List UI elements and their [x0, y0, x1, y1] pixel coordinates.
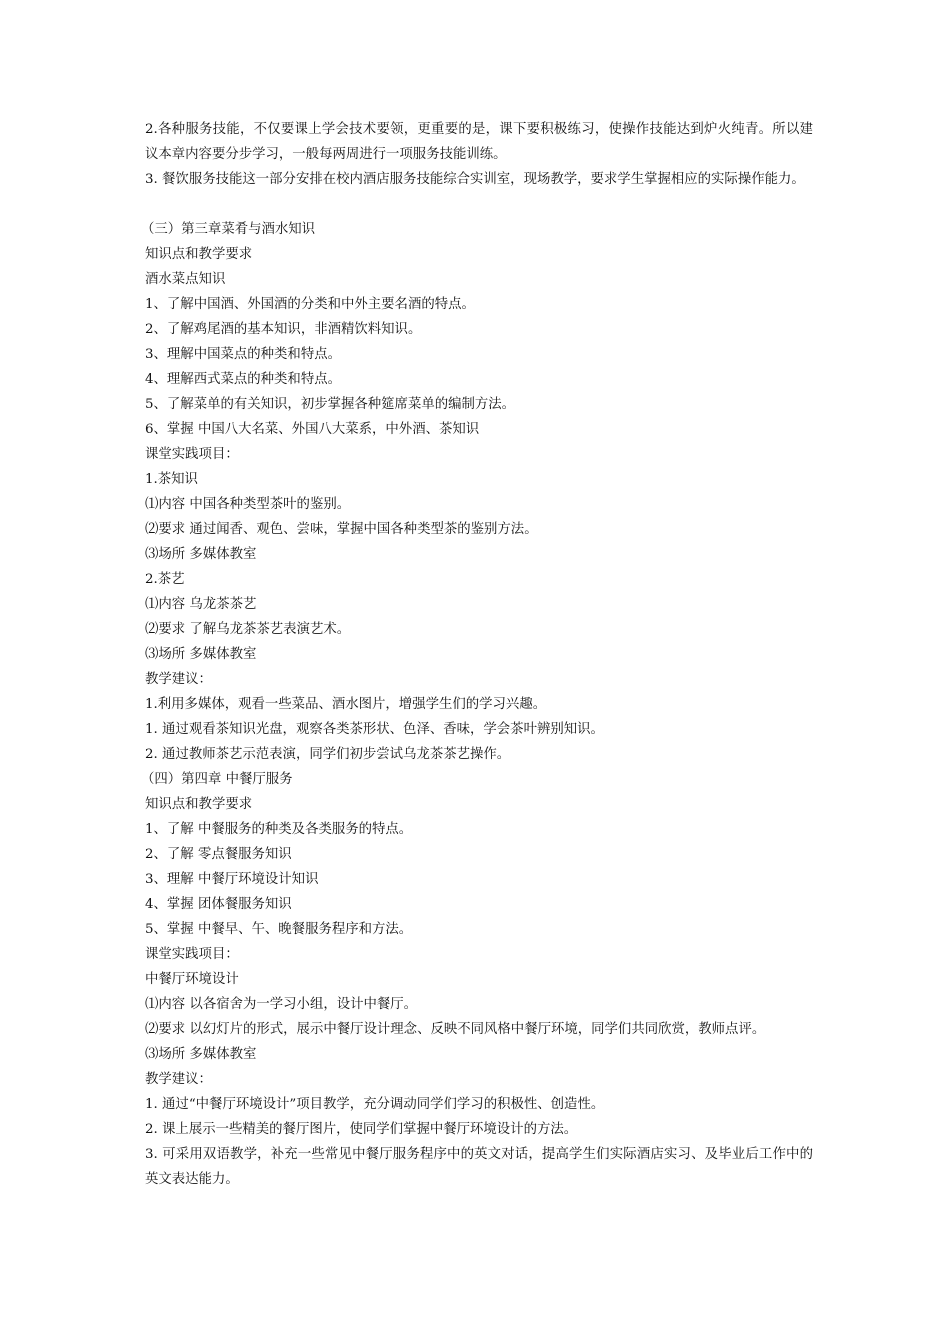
- paragraph-spacer: [145, 192, 813, 217]
- chapter3-practice-2: ⑴内容 中国各种类型茶叶的鉴别。: [145, 497, 351, 512]
- intro-paragraph-2: 2.各种服务技能，不仅要课上学会技术要领，更重要的是，课下要积极练习，使操作技能达到炉火纯青。所以建议本章内容要分步学习，一般每两周进行一项服务技能训练。: [145, 122, 813, 162]
- chapter3-knowledge-heading: 知识点和教学要求: [145, 247, 253, 262]
- chapter4-suggest-heading: 教学建议：: [145, 1072, 212, 1087]
- chapter4-requirement-5: 5、掌握 中餐早、午、晚餐服务程序和方法。: [145, 922, 413, 937]
- chapter3-requirement-2: 2、了解鸡尾酒的基本知识，非酒精饮料知识。: [145, 322, 422, 337]
- chapter4-suggestion-2: 2. 课上展示一些精美的餐厅图片，使同学们掌握中餐厅环境设计的方法。: [145, 1122, 578, 1137]
- chapter3-suggest-heading: 教学建议：: [145, 672, 212, 687]
- intro-paragraph-3: 3. 餐饮服务技能这一部分安排在校内酒店服务技能综合实训室，现场教学，要求学生掌握相应的实际操作能力。: [145, 172, 805, 187]
- chapter4-practice-heading: 课堂实践项目：: [145, 947, 239, 962]
- chapter3-suggestion-3: 2. 通过教师茶艺示范表演，同学们初步尝试乌龙茶茶艺操作。: [145, 747, 511, 762]
- chapter4-practice-4: ⑶场所 多媒体教室: [145, 1047, 257, 1062]
- chapter3-requirement-6: 6、掌握 中国八大名菜、外国八大菜系，中外酒、茶知识: [145, 422, 480, 437]
- chapter3-practice-1: 1.茶知识: [145, 472, 198, 487]
- chapter3-sub-heading: 酒水菜点知识: [145, 272, 226, 287]
- chapter4-practice-3: ⑵要求 以幻灯片的形式，展示中餐厅设计理念、反映不同风格中餐厅环境，同学们共同欣赏，教师点评。: [145, 1022, 766, 1037]
- chapter3-requirement-3: 3、理解中国菜点的种类和特点。: [145, 347, 341, 362]
- chapter4-knowledge-heading: 知识点和教学要求: [145, 797, 253, 812]
- chapter3-title: （三）第三章菜肴与酒水知识: [141, 222, 316, 237]
- chapter3-practice-5: 2.茶艺: [145, 572, 185, 587]
- chapter3-practice-heading: 课堂实践项目：: [145, 447, 239, 462]
- chapter3-practice-7: ⑵要求 了解乌龙茶茶艺表演艺术。: [145, 622, 351, 637]
- chapter3-requirement-1: 1、了解中国酒、外国酒的分类和中外主要名酒的特点。: [145, 297, 475, 312]
- chapter4-requirement-4: 4、掌握 团体餐服务知识: [145, 897, 292, 912]
- chapter3-requirement-4: 4、理解西式菜点的种类和特点。: [145, 372, 341, 387]
- chapter4-requirement-3: 3、理解 中餐厅环境设计知识: [145, 872, 319, 887]
- chapter4-title: （四）第四章 中餐厅服务: [141, 772, 293, 787]
- chapter3-practice-3: ⑵要求 通过闻香、观色、尝味，掌握中国各种类型茶的鉴别方法。: [145, 522, 538, 537]
- chapter4-suggestion-3: 3. 可采用双语教学，补充一些常见中餐厅服务程序中的英文对话，提高学生们实际酒店实习、及毕业后工作中的英文表达能力。: [145, 1147, 813, 1187]
- chapter3-requirement-5: 5、了解菜单的有关知识，初步掌握各种筵席菜单的编制方法。: [145, 397, 516, 412]
- chapter3-practice-4: ⑶场所 多媒体教室: [145, 547, 257, 562]
- chapter3-practice-8: ⑶场所 多媒体教室: [145, 647, 257, 662]
- chapter3-suggestion-1: 1.利用多媒体，观看一些菜品、酒水图片，增强学生们的学习兴趣。: [145, 697, 547, 712]
- chapter4-practice-2: ⑴内容 以各宿舍为一学习小组，设计中餐厅。: [145, 997, 418, 1012]
- chapter3-practice-6: ⑴内容 乌龙茶茶艺: [145, 597, 257, 612]
- chapter4-requirement-2: 2、了解 零点餐服务知识: [145, 847, 292, 862]
- chapter3-suggestion-2: 1. 通过观看茶知识光盘，观察各类茶形状、色泽、香味，学会茶叶辨别知识。: [145, 722, 604, 737]
- chapter4-practice-1: 中餐厅环境设计: [145, 972, 239, 987]
- chapter4-suggestion-1: 1. 通过“中餐厅环境设计”项目教学，充分调动同学们学习的积极性、创造性。: [145, 1097, 605, 1112]
- document-body: [141, 117, 813, 1192]
- chapter4-requirement-1: 1、了解 中餐服务的种类及各类服务的特点。: [145, 822, 413, 837]
